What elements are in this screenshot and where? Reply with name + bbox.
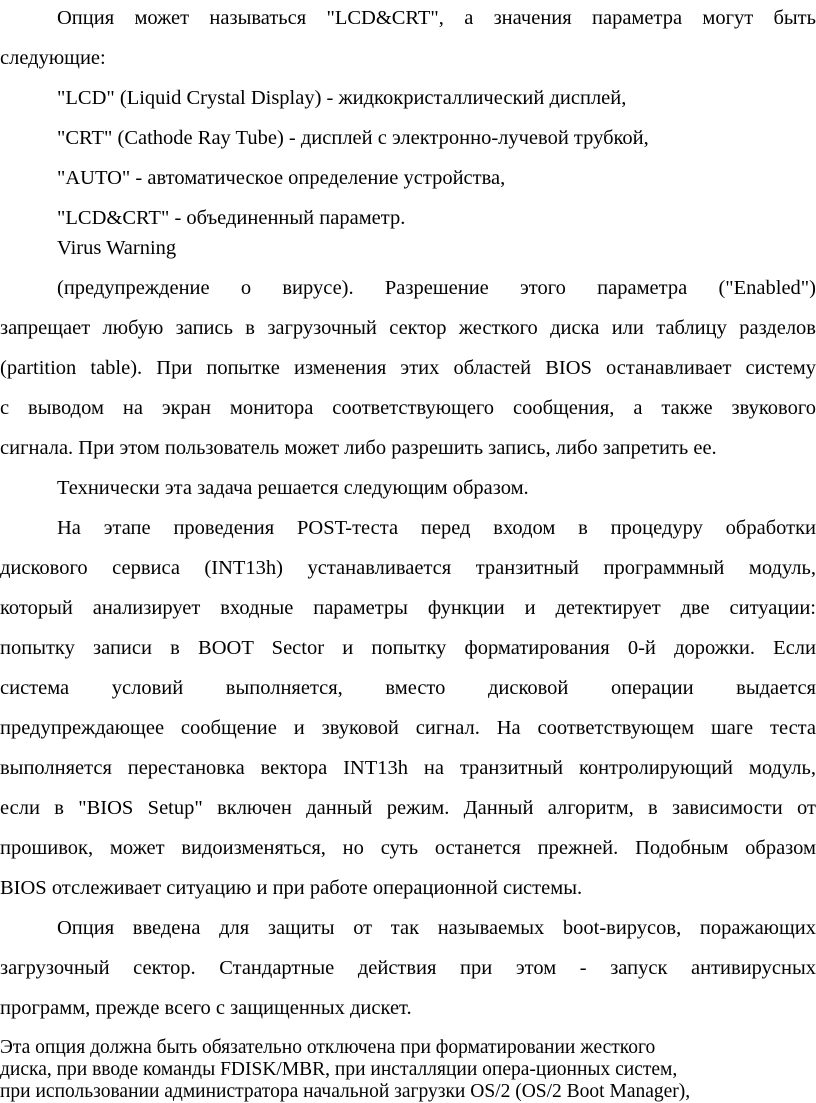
option-lcd: "LCD" (Liquid Crystal Display) - жидкокристаллический дисплей, [57,87,627,109]
post-line-9: прошивок, может видоизменяться, но суть останется прежней. Подобным образом [0,837,816,859]
option-auto: "AUTO" - автоматическое определение устройства, [57,167,506,189]
post-line-7: выполняется перестановка вектора INT13h на транзитный контролирующий модуль, [0,757,816,779]
technical-paragraph: Технически эта задача решается следующим образом. [57,477,529,499]
virus-warning-line-5: сигнала. При этом пользователь может либо разрешить запись, либо запретить ее. [0,437,717,459]
post-line-5: система условий выполняется, вместо дисковой операции выдается [0,677,816,699]
virus-warning-line-3: (partition table). При попытке изменения этих областей BIOS останавливает систему [0,357,816,379]
paragraph-intro-line-2: следующие: [0,47,106,69]
boot-viruses-line-3: программ, прежде всего с защищенных дискет. [0,997,412,1019]
boot-viruses-line-2: загрузочный сектор. Стандартные действия при этом - запуск антивирусных [0,957,816,979]
must-disable-line-1: Эта опция должна быть обязательно отключена при форматировании жесткого [0,1037,656,1058]
virus-warning-line-1: (предупреждение о вирусе). Разрешение этого параметра ("Enabled") [57,277,816,299]
post-line-6: предупреждающее сообщение и звуковой сигнал. На соответствующем шаге теста [0,717,816,739]
post-line-4: попытку записи в BOOT Sector и попытку форматирования 0-й дорожки. Если [0,637,816,659]
post-line-3: который анализирует входные параметры функции и детектирует две ситуации: [0,597,816,619]
post-line-1: На этапе проведения POST-теста перед входом в процедуру обработки [57,517,816,539]
virus-warning-line-4: с выводом на экран монитора соответствующего сообщения, а также звукового [0,397,816,419]
option-lcd-crt: "LCD&CRT" - объединенный параметр. [57,207,406,229]
option-crt: "CRT" (Cathode Ray Tube) - дисплей с электронно-лучевой трубкой, [57,127,649,149]
post-line-2: дискового сервиса (INT13h) устанавливается транзитный программный модуль, [0,557,816,579]
virus-warning-line-2: запрещает любую запись в загрузочный сектор жесткого диска или таблицу разделов [0,317,816,339]
paragraph-intro-line-1: Опция может называться "LCD&CRT", а значения параметра могут быть [57,7,816,29]
must-disable-line-3: при использовании администратора начальной загрузки OS/2 (OS/2 Boot Manager), [0,1081,691,1102]
section-heading-virus-warning: Virus Warning [57,237,177,259]
post-line-8: если в "BIOS Setup" включен данный режим. Данный алгоритм, в зависимости от [0,797,816,819]
boot-viruses-line-1: Опция введена для защиты от так называемых boot-вирусов, поражающих [57,917,816,939]
post-line-10: BIOS отслеживает ситуацию и при работе операционной системы. [0,877,583,899]
must-disable-line-2: диска, при вводе команды FDISK/MBR, при инсталляции опера-ционных систем, [0,1059,678,1080]
